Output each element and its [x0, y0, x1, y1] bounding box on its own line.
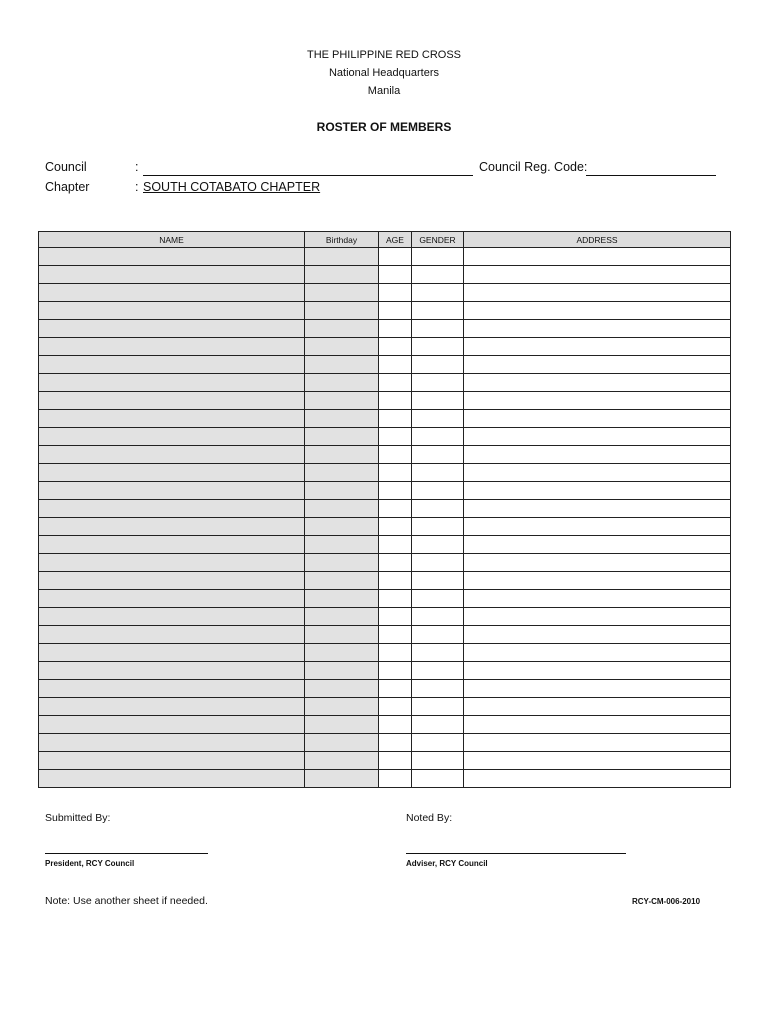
table-row [39, 734, 731, 752]
birthday-cell[interactable] [305, 536, 379, 554]
birthday-cell[interactable] [305, 284, 379, 302]
address-cell[interactable] [464, 554, 731, 572]
address-cell[interactable] [464, 392, 731, 410]
table-row [39, 320, 731, 338]
birthday-cell[interactable] [305, 734, 379, 752]
age-cell[interactable] [379, 320, 412, 338]
birthday-cell[interactable] [305, 374, 379, 392]
age-cell[interactable] [379, 392, 412, 410]
birthday-cell[interactable] [305, 446, 379, 464]
address-cell[interactable] [464, 716, 731, 734]
address-cell[interactable] [464, 482, 731, 500]
address-cell[interactable] [464, 302, 731, 320]
address-cell[interactable] [464, 320, 731, 338]
address-cell[interactable] [464, 752, 731, 770]
gender-cell[interactable] [412, 752, 464, 770]
gender-cell[interactable] [412, 626, 464, 644]
submitted-by-label: Submitted By: [45, 812, 111, 824]
birthday-cell[interactable] [305, 752, 379, 770]
address-cell[interactable] [464, 680, 731, 698]
name-cell[interactable] [39, 464, 305, 482]
address-cell[interactable] [464, 446, 731, 464]
table-row [39, 644, 731, 662]
birthday-cell[interactable] [305, 410, 379, 428]
col-birthday-header: Birthday [305, 232, 379, 248]
age-cell[interactable] [379, 302, 412, 320]
birthday-cell[interactable] [305, 248, 379, 266]
gender-cell[interactable] [412, 464, 464, 482]
age-cell[interactable] [379, 770, 412, 788]
council-input-line[interactable] [143, 175, 473, 176]
age-cell[interactable] [379, 644, 412, 662]
table-row [39, 662, 731, 680]
age-cell[interactable] [379, 446, 412, 464]
table-row [39, 590, 731, 608]
name-cell[interactable] [39, 374, 305, 392]
age-cell[interactable] [379, 500, 412, 518]
name-cell[interactable] [39, 518, 305, 536]
age-cell[interactable] [379, 608, 412, 626]
name-cell[interactable] [39, 644, 305, 662]
gender-cell[interactable] [412, 662, 464, 680]
table-row [39, 338, 731, 356]
birthday-cell[interactable] [305, 662, 379, 680]
gender-cell[interactable] [412, 608, 464, 626]
gender-cell[interactable] [412, 284, 464, 302]
age-cell[interactable] [379, 266, 412, 284]
council-label: Council [45, 160, 87, 174]
name-cell[interactable] [39, 662, 305, 680]
name-cell[interactable] [39, 500, 305, 518]
address-cell[interactable] [464, 770, 731, 788]
age-cell[interactable] [379, 680, 412, 698]
birthday-cell[interactable] [305, 626, 379, 644]
name-cell[interactable] [39, 338, 305, 356]
birthday-cell[interactable] [305, 428, 379, 446]
birthday-cell[interactable] [305, 266, 379, 284]
birthday-cell[interactable] [305, 482, 379, 500]
col-name-header: NAME [39, 232, 305, 248]
gender-cell[interactable] [412, 356, 464, 374]
address-cell[interactable] [464, 698, 731, 716]
col-age-header: AGE [379, 232, 412, 248]
name-cell[interactable] [39, 428, 305, 446]
chapter-colon: : [135, 180, 139, 194]
office-name: National Headquarters [328, 67, 440, 79]
age-cell[interactable] [379, 410, 412, 428]
table-row [39, 716, 731, 734]
adviser-caption: Adviser, RCY Council [406, 859, 488, 868]
birthday-cell[interactable] [305, 320, 379, 338]
age-cell[interactable] [379, 374, 412, 392]
age-cell[interactable] [379, 428, 412, 446]
name-cell[interactable] [39, 698, 305, 716]
age-cell[interactable] [379, 554, 412, 572]
gender-cell[interactable] [412, 698, 464, 716]
age-cell[interactable] [379, 536, 412, 554]
table-row [39, 446, 731, 464]
address-cell[interactable] [464, 500, 731, 518]
form-code: RCY-CM-006-2010 [632, 897, 701, 906]
birthday-cell[interactable] [305, 338, 379, 356]
address-cell[interactable] [464, 626, 731, 644]
table-row [39, 374, 731, 392]
gender-cell[interactable] [412, 338, 464, 356]
gender-cell[interactable] [412, 248, 464, 266]
birthday-cell[interactable] [305, 770, 379, 788]
gender-cell[interactable] [412, 716, 464, 734]
address-cell[interactable] [464, 536, 731, 554]
table-row [39, 392, 731, 410]
gender-cell[interactable] [412, 500, 464, 518]
age-cell[interactable] [379, 626, 412, 644]
name-cell[interactable] [39, 356, 305, 374]
table-row [39, 698, 731, 716]
chapter-label: Chapter [45, 180, 90, 194]
name-cell[interactable] [39, 608, 305, 626]
address-cell[interactable] [464, 338, 731, 356]
table-row [39, 356, 731, 374]
age-cell[interactable] [379, 752, 412, 770]
adviser-signature-line[interactable] [406, 853, 626, 854]
age-cell[interactable] [379, 572, 412, 590]
name-cell[interactable] [39, 284, 305, 302]
birthday-cell[interactable] [305, 518, 379, 536]
gender-cell[interactable] [412, 266, 464, 284]
gender-cell[interactable] [412, 536, 464, 554]
table-row [39, 752, 731, 770]
age-cell[interactable] [379, 662, 412, 680]
gender-cell[interactable] [412, 770, 464, 788]
birthday-cell[interactable] [305, 464, 379, 482]
table-row [39, 572, 731, 590]
name-cell[interactable] [39, 716, 305, 734]
council-reg-code-label: Council Reg. Code: [479, 160, 588, 174]
name-cell[interactable] [39, 626, 305, 644]
table-row [39, 680, 731, 698]
age-cell[interactable] [379, 518, 412, 536]
table-row [39, 770, 731, 788]
address-cell[interactable] [464, 410, 731, 428]
table-row [39, 284, 731, 302]
birthday-cell[interactable] [305, 698, 379, 716]
table-row [39, 464, 731, 482]
birthday-cell[interactable] [305, 302, 379, 320]
name-cell[interactable] [39, 590, 305, 608]
noted-by-label: Noted By: [406, 812, 453, 824]
address-cell[interactable] [464, 662, 731, 680]
gender-cell[interactable] [412, 428, 464, 446]
name-cell[interactable] [39, 320, 305, 338]
address-cell[interactable] [464, 464, 731, 482]
council-colon: : [135, 160, 139, 174]
birthday-cell[interactable] [305, 644, 379, 662]
name-cell[interactable] [39, 536, 305, 554]
name-cell[interactable] [39, 572, 305, 590]
birthday-cell[interactable] [305, 392, 379, 410]
page-title: ROSTER OF MEMBERS [316, 120, 452, 134]
age-cell[interactable] [379, 356, 412, 374]
birthday-cell[interactable] [305, 554, 379, 572]
table-row [39, 536, 731, 554]
name-cell[interactable] [39, 248, 305, 266]
age-cell[interactable] [379, 734, 412, 752]
name-cell[interactable] [39, 302, 305, 320]
birthday-cell[interactable] [305, 590, 379, 608]
name-cell[interactable] [39, 734, 305, 752]
table-row [39, 410, 731, 428]
address-cell[interactable] [464, 266, 731, 284]
name-cell[interactable] [39, 392, 305, 410]
roster-table [38, 231, 731, 788]
table-row [39, 626, 731, 644]
name-cell[interactable] [39, 680, 305, 698]
gender-cell[interactable] [412, 482, 464, 500]
age-cell[interactable] [379, 716, 412, 734]
table-row [39, 266, 731, 284]
gender-cell[interactable] [412, 680, 464, 698]
table-row [39, 428, 731, 446]
footer-note: Note: Use another sheet if needed. [45, 895, 208, 907]
name-cell[interactable] [39, 770, 305, 788]
address-cell[interactable] [464, 572, 731, 590]
roster-body [39, 248, 731, 788]
col-address-header: ADDRESS [464, 232, 731, 248]
gender-cell[interactable] [412, 644, 464, 662]
age-cell[interactable] [379, 338, 412, 356]
name-cell[interactable] [39, 752, 305, 770]
table-row [39, 248, 731, 266]
president-caption: President, RCY Council [45, 859, 135, 868]
gender-cell[interactable] [412, 302, 464, 320]
name-cell[interactable] [39, 554, 305, 572]
birthday-cell[interactable] [305, 500, 379, 518]
gender-cell[interactable] [412, 590, 464, 608]
age-cell[interactable] [379, 590, 412, 608]
address-cell[interactable] [464, 356, 731, 374]
address-cell[interactable] [464, 518, 731, 536]
birthday-cell[interactable] [305, 680, 379, 698]
address-cell[interactable] [464, 590, 731, 608]
gender-cell[interactable] [412, 410, 464, 428]
address-cell[interactable] [464, 374, 731, 392]
president-signature-line[interactable] [45, 853, 208, 854]
address-cell[interactable] [464, 608, 731, 626]
name-cell[interactable] [39, 446, 305, 464]
gender-cell[interactable] [412, 518, 464, 536]
birthday-cell[interactable] [305, 572, 379, 590]
council-reg-code-line[interactable] [586, 175, 716, 176]
age-cell[interactable] [379, 248, 412, 266]
address-cell[interactable] [464, 248, 731, 266]
table-row [39, 554, 731, 572]
birthday-cell[interactable] [305, 608, 379, 626]
address-cell[interactable] [464, 284, 731, 302]
gender-cell[interactable] [412, 734, 464, 752]
address-cell[interactable] [464, 644, 731, 662]
chapter-value: SOUTH COTABATO CHAPTER [143, 180, 321, 194]
birthday-cell[interactable] [305, 356, 379, 374]
col-gender-header: GENDER [412, 232, 464, 248]
address-cell[interactable] [464, 734, 731, 752]
org-name: THE PHILIPPINE RED CROSS [306, 49, 462, 61]
gender-cell[interactable] [412, 572, 464, 590]
name-cell[interactable] [39, 482, 305, 500]
table-row [39, 482, 731, 500]
address-cell[interactable] [464, 428, 731, 446]
age-cell[interactable] [379, 482, 412, 500]
table-row [39, 518, 731, 536]
name-cell[interactable] [39, 266, 305, 284]
table-row [39, 302, 731, 320]
table-row [39, 500, 731, 518]
birthday-cell[interactable] [305, 716, 379, 734]
gender-cell[interactable] [412, 446, 464, 464]
gender-cell[interactable] [412, 554, 464, 572]
table-header-row [39, 232, 731, 248]
age-cell[interactable] [379, 464, 412, 482]
table-row [39, 608, 731, 626]
gender-cell[interactable] [412, 374, 464, 392]
gender-cell[interactable] [412, 320, 464, 338]
gender-cell[interactable] [412, 392, 464, 410]
age-cell[interactable] [379, 698, 412, 716]
city-name: Manila [367, 85, 401, 97]
age-cell[interactable] [379, 284, 412, 302]
name-cell[interactable] [39, 410, 305, 428]
